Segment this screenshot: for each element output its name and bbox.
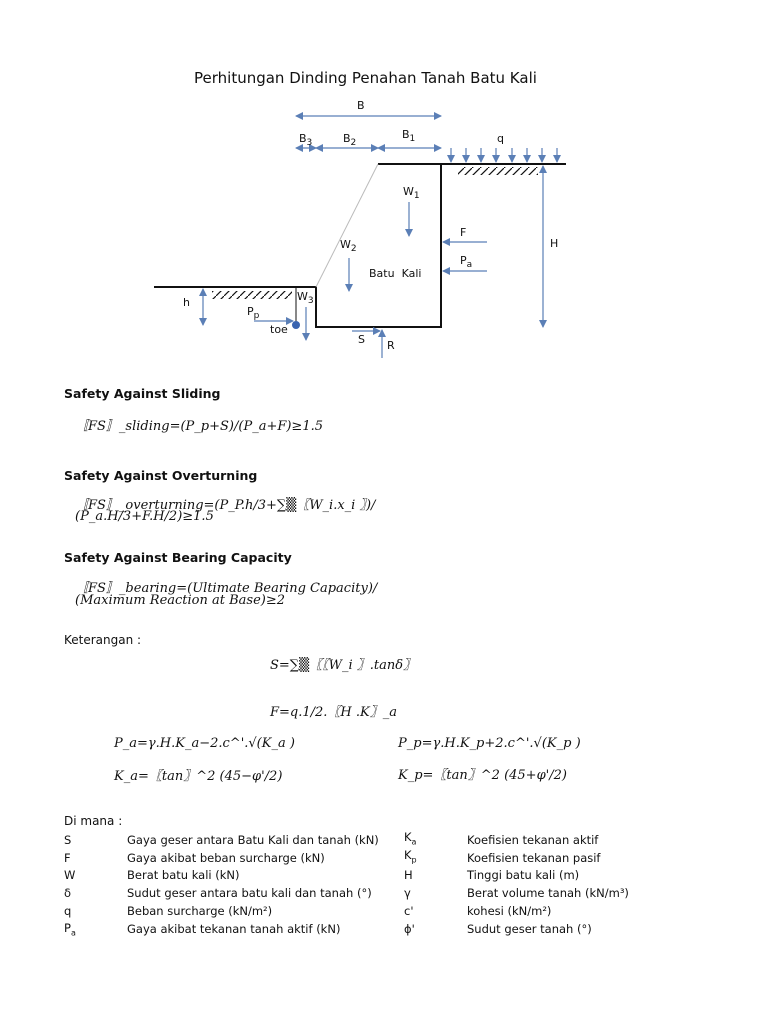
legend-sym: $P_a$	[64, 921, 76, 938]
legend-sym: S	[64, 833, 72, 847]
formula-Pa: P_a=γ.H.K_a−2.c^'.√(K_a )	[114, 736, 295, 751]
label-B2: $B_2$	[343, 132, 357, 148]
dimana-label: Di mana :	[64, 814, 123, 828]
label-S: S	[358, 333, 365, 346]
legend-desc: Sudut geser antara batu kali dan tanah (°)	[127, 886, 372, 900]
label-B1: $B_1$	[402, 128, 416, 144]
formula-Pp: P_p=γ.H.K_p+2.c^'.√(K_p )	[398, 736, 581, 751]
formula-Kp: K_p=〖tan〗^2 (45+φ'/2)	[398, 768, 567, 783]
legend-sym: F	[64, 851, 71, 865]
label-R: R	[387, 339, 395, 352]
legend-sym: ϕ'	[404, 922, 415, 936]
label-H: H	[550, 237, 559, 250]
legend-desc: Berat batu kali (kN)	[127, 868, 240, 882]
label-W1: $W_1$	[403, 185, 420, 201]
legend-desc: Koefisien tekanan pasif	[467, 851, 601, 865]
page-title: Perhitungan Dinding Penahan Tanah Batu Kali	[194, 69, 537, 87]
heading-sliding: Safety Against Sliding	[64, 386, 221, 401]
soil-hatch-right	[458, 167, 538, 175]
formula-overturning-line1: 〚FS〛_overturning=(P_P.h/3+∑▒〖W_i.x_i 〗)/	[75, 498, 376, 513]
legend-desc: kohesi (kN/m²)	[467, 904, 552, 918]
label-q: q	[497, 132, 504, 145]
label-Pa: $P_a$	[460, 254, 473, 270]
label-F: F	[460, 226, 467, 239]
legend-desc: Beban surcharge (kN/m²)	[127, 904, 273, 918]
retaining-wall-diagram	[0, 0, 768, 390]
label-W3: $W_3$	[297, 290, 314, 306]
toe-point	[292, 321, 300, 329]
formula-sliding: 〚FS〛_sliding=(P_p+S)/(P_a+F)≥1.5	[75, 419, 323, 434]
formula-F: F=q.1/2.〖H .K〗_a	[270, 705, 397, 720]
label-toe: toe	[270, 323, 288, 336]
heading-bearing: Safety Against Bearing Capacity	[64, 550, 292, 565]
soil-hatch-left	[212, 291, 292, 299]
legend-desc: Sudut geser tanah (°)	[467, 922, 592, 936]
legend-sym: $K_a$	[404, 830, 417, 847]
legend-sym: γ	[404, 886, 411, 900]
surcharge-arrows	[451, 148, 557, 162]
legend-desc: Gaya geser antara Batu Kali dan tanah (kN)	[127, 833, 379, 847]
legend-desc: Berat volume tanah (kN/m³)	[467, 886, 629, 900]
legend-desc: Gaya akibat tekanan tanah aktif (kN)	[127, 922, 341, 936]
legend-sym: W	[64, 868, 76, 882]
formula-bearing-line2: (Maximum Reaction at Base)≥2	[75, 593, 286, 608]
label-h: h	[183, 296, 190, 309]
label-W2: $W_2$	[340, 238, 357, 254]
legend-sym: c'	[404, 904, 414, 918]
heading-overturning: Safety Against Overturning	[64, 468, 258, 483]
formula-S: S=∑▒〖〖W_i 〗.tanδ〗	[270, 658, 417, 673]
legend-sym: q	[64, 904, 72, 918]
legend-desc: Gaya akibat beban surcharge (kN)	[127, 851, 325, 865]
keterangan-label: Keterangan :	[64, 633, 142, 647]
formula-bearing-line1: 〚FS〛_bearing=(Ultimate Bearing Capacity)/	[75, 581, 378, 596]
wall-outline	[296, 164, 441, 327]
formula-Ka: K_a=〖tan〗^2 (45−φ'/2)	[114, 769, 283, 784]
label-batu-kali: Batu Kali	[369, 267, 422, 280]
legend-desc: Tinggi batu kali (m)	[467, 868, 580, 882]
legend-desc: Koefisien tekanan aktif	[467, 833, 599, 847]
label-B3: $B_3$	[299, 132, 313, 148]
legend-sym: $K_p$	[404, 848, 417, 865]
formula-overturning-line2: (P_a.H/3+F.H/2)≥1.5	[75, 509, 214, 524]
label-Pp: $P_p$	[247, 305, 260, 321]
legend-sym: δ	[64, 886, 72, 900]
legend-sym: H	[404, 868, 413, 882]
label-B: B	[357, 99, 365, 112]
